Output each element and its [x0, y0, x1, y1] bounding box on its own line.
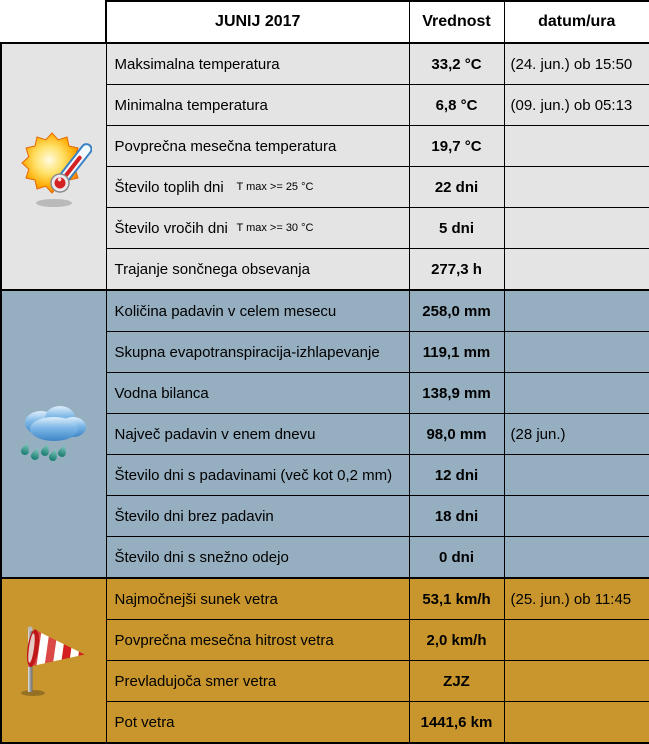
- value-cell: 277,3 h: [409, 249, 504, 291]
- label-cell: Trajanje sončnega obsevanja: [106, 249, 409, 291]
- table-row: [1, 290, 649, 332]
- datetime-cell: [504, 126, 649, 167]
- label-cell: Povprečna mesečna temperatura: [106, 126, 409, 167]
- datetime-cell: (25. jun.) ob 11:45: [504, 578, 649, 620]
- value-cell: 5 dni: [409, 208, 504, 249]
- datetime-cell: (28 jun.): [504, 414, 649, 455]
- datetime-cell: [504, 702, 649, 744]
- label-cell: Količina padavin v celem mesecu: [106, 290, 409, 332]
- datetime-cell: [504, 373, 649, 414]
- sun-thermometer-icon: [2, 125, 106, 209]
- value-cell: 22 dni: [409, 167, 504, 208]
- value-cell: 119,1 mm: [409, 332, 504, 373]
- label-cell: Pot vetra: [106, 702, 409, 744]
- label-cell: Število vročih dni T max >= 30 °C: [106, 208, 409, 249]
- label-cell: Vodna bilanca: [106, 373, 409, 414]
- datetime-cell: (09. jun.) ob 05:13: [504, 85, 649, 126]
- value-column-header: Vrednost: [409, 1, 504, 43]
- value-cell: 12 dni: [409, 455, 504, 496]
- value-cell: 138,9 mm: [409, 373, 504, 414]
- label-cell: Prevladujoča smer vetra: [106, 661, 409, 702]
- datetime-cell: [504, 332, 649, 373]
- value-cell: 53,1 km/h: [409, 578, 504, 620]
- threshold-note: T max >= 30 °C: [236, 222, 314, 234]
- value-cell: ZJZ: [409, 661, 504, 702]
- label-cell: Število dni brez padavin: [106, 496, 409, 537]
- value-cell: 6,8 °C: [409, 85, 504, 126]
- datetime-cell: [504, 620, 649, 661]
- datetime-cell: [504, 208, 649, 249]
- datetime-column-header: datum/ura: [504, 1, 649, 43]
- precipitation-section-icon-cell: [1, 290, 106, 578]
- label-cell: Skupna evapotranspiracija-izhlapevanje: [106, 332, 409, 373]
- label-cell: Minimalna temperatura: [106, 85, 409, 126]
- value-cell: 33,2 °C: [409, 43, 504, 85]
- value-cell: 0 dni: [409, 537, 504, 579]
- threshold-note: T max >= 25 °C: [236, 181, 314, 193]
- datetime-cell: [504, 496, 649, 537]
- value-cell: 98,0 mm: [409, 414, 504, 455]
- rain-cloud-icon: [2, 401, 106, 467]
- datetime-cell: [504, 455, 649, 496]
- windsock-icon: [2, 623, 106, 699]
- datetime-cell: [504, 167, 649, 208]
- label-cell: Povprečna mesečna hitrost vetra: [106, 620, 409, 661]
- label-cell: Število dni s padavinami (več kot 0,2 mm): [106, 455, 409, 496]
- value-cell: 258,0 mm: [409, 290, 504, 332]
- label-cell: Najmočnejši sunek vetra: [106, 578, 409, 620]
- datetime-cell: [504, 661, 649, 702]
- value-cell: 19,7 °C: [409, 126, 504, 167]
- temperature-section-icon-cell: [1, 43, 106, 290]
- value-cell: 18 dni: [409, 496, 504, 537]
- datetime-cell: [504, 537, 649, 579]
- month-header: JUNIJ 2017: [106, 1, 409, 43]
- label-cell: Število dni s snežno odejo: [106, 537, 409, 579]
- datetime-cell: [504, 290, 649, 332]
- header-row: [1, 1, 649, 43]
- value-cell: 2,0 km/h: [409, 620, 504, 661]
- label-cell: Največ padavin v enem dnevu: [106, 414, 409, 455]
- table-row: [1, 43, 649, 85]
- label-cell: Maksimalna temperatura: [106, 43, 409, 85]
- table-row: [1, 578, 649, 620]
- corner-spacer: [1, 1, 106, 43]
- datetime-cell: [504, 249, 649, 291]
- label-cell: Število toplih dni T max >= 25 °C: [106, 167, 409, 208]
- datetime-cell: (24. jun.) ob 15:50: [504, 43, 649, 85]
- value-cell: 1441,6 km: [409, 702, 504, 744]
- wind-section-icon-cell: [1, 578, 106, 743]
